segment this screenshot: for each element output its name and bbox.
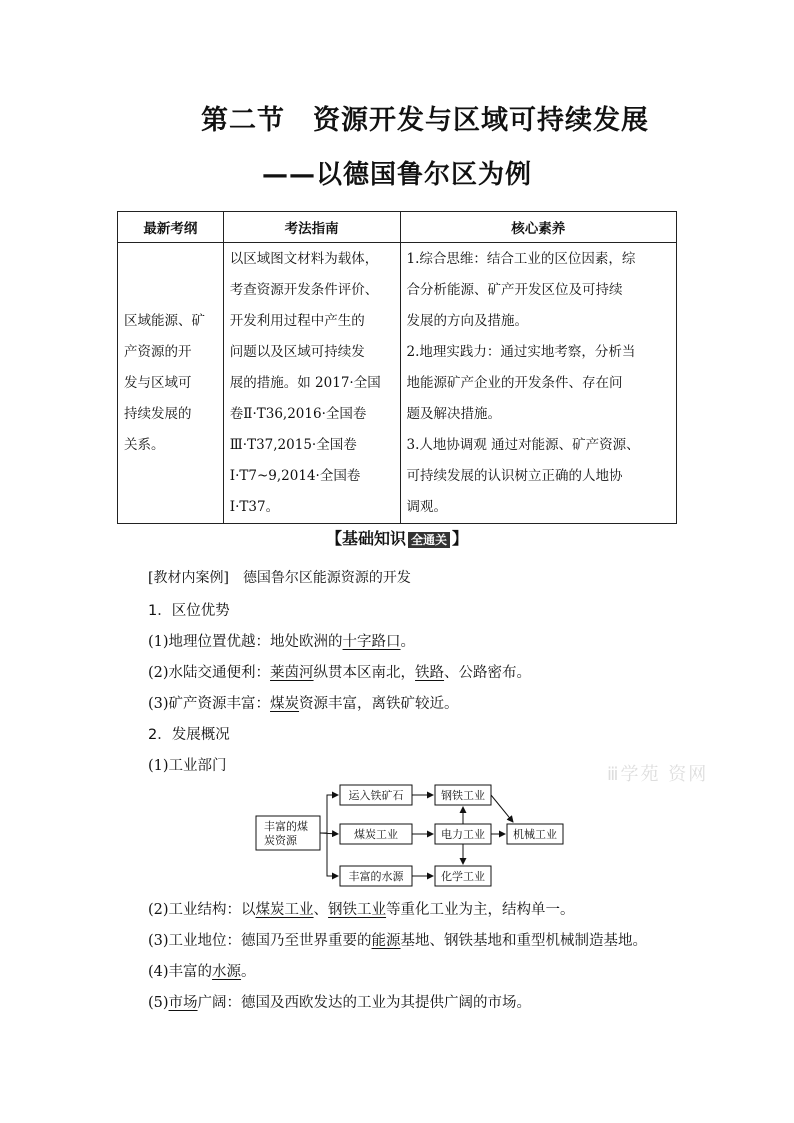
page-subtitle: ——以德国鲁尔区为例 bbox=[261, 160, 532, 190]
syllabus-line: 产资源的开 bbox=[124, 343, 192, 360]
core-literacy-line: 3.人地协调观 通过对能源、矿产资源、 bbox=[406, 436, 640, 453]
banner-badge: 全通关 bbox=[408, 532, 450, 548]
label-iron-ore: 运入铁矿石 bbox=[348, 789, 404, 802]
core-literacy-line: 2.地理实践力：通过实地考察，分析当 bbox=[406, 343, 636, 360]
header-latest-syllabus: 最新考纲 bbox=[118, 212, 224, 243]
list-item: (3)矿产资源丰富：煤炭资源丰富，离铁矿较近。 bbox=[148, 696, 459, 712]
source-line1: 丰富的煤 bbox=[264, 820, 308, 833]
core-literacy-line: 地能源矿产企业的开发条件、存在问 bbox=[406, 374, 623, 391]
exam-guide-lines bbox=[224, 244, 400, 523]
header-core-literacy: 核心素养 bbox=[400, 212, 676, 243]
exam-guide-line: 考查资源开发条件评价、 bbox=[229, 281, 379, 298]
syllabus-line: 持续发展的 bbox=[124, 405, 192, 422]
list-item: (5)市场广阔：德国及西欧发达的工业为其提供广阔的市场。 bbox=[148, 995, 532, 1011]
answer-blank: 市场 bbox=[168, 995, 198, 1011]
watermark: ⅲ学苑 资网 bbox=[607, 764, 709, 785]
syllabus-table bbox=[117, 211, 677, 524]
core-literacy-line: 题及解决措施。 bbox=[406, 405, 502, 422]
list-item: (1)地理位置优越：地处欧洲的十字路口。 bbox=[148, 634, 416, 650]
list-item: (2)水陆交通便利：莱茵河纵贯本区南北，铁路、公路密布。 bbox=[148, 665, 532, 681]
source-line2: 炭资源 bbox=[264, 834, 297, 847]
list-item: (4)丰富的水源。 bbox=[148, 964, 256, 980]
page-title: 第二节 资源开发与区域可持续发展 bbox=[201, 105, 649, 136]
list-item: (2)工业结构：以煤炭工业、钢铁工业等重化工业为主，结构单一。 bbox=[148, 902, 575, 918]
exam-guide-line: Ⅰ·T37。 bbox=[229, 498, 280, 515]
answer-blank: 十字路口 bbox=[342, 634, 401, 650]
label-steel: 钢铁工业 bbox=[441, 789, 485, 802]
answer-blank: 煤炭 bbox=[270, 696, 300, 712]
syllabus-lines bbox=[118, 306, 223, 461]
core-literacy-line: 可持续发展的认识树立正确的人地协 bbox=[406, 467, 623, 484]
cell-syllabus bbox=[118, 243, 224, 524]
exam-guide-line: 以区域图文材料为载体， bbox=[229, 250, 379, 267]
case-title: 德国鲁尔区能源资源的开发 bbox=[242, 570, 411, 586]
label-chemical: 化学工业 bbox=[441, 870, 485, 883]
case-label: [教材内案例] bbox=[148, 570, 229, 586]
core-literacy-line: 1.综合思维：结合工业的区位因素，综 bbox=[406, 250, 636, 267]
exam-guide-line: 开发利用过程中产生的 bbox=[229, 312, 365, 329]
header-exam-guide: 考法指南 bbox=[223, 212, 400, 243]
exam-guide-line: 展的措施。如 2017·全国 bbox=[229, 374, 381, 391]
syllabus-line: 区域能源、矿 bbox=[124, 312, 205, 329]
industry-flow-diagram bbox=[255, 778, 595, 888]
list-item: (3)工业地位：德国乃至世界重要的能源基地、钢铁基地和重型机械制造基地。 bbox=[148, 933, 648, 949]
answer-blank: 能源 bbox=[371, 933, 401, 949]
list-item: (1)工业部门 bbox=[148, 758, 227, 774]
heading-development: 2．发展概况 bbox=[148, 727, 230, 743]
answer-blank: 莱茵河 bbox=[270, 665, 314, 681]
banner-right-bracket: 】 bbox=[452, 529, 469, 548]
answer-blank: 水源 bbox=[212, 964, 242, 980]
exam-guide-line: Ⅰ·T7~9,2014·全国卷 bbox=[229, 467, 361, 484]
core-literacy-line: 发展的方向及措施。 bbox=[406, 312, 529, 329]
answer-blank: 钢铁工业 bbox=[328, 902, 387, 918]
banner-left-bracket: 【 bbox=[325, 529, 342, 548]
cell-exam-guide bbox=[223, 243, 400, 524]
case-line bbox=[148, 567, 411, 587]
answer-blank: 铁路 bbox=[415, 665, 445, 681]
label-water: 丰富的水源 bbox=[348, 870, 404, 883]
section-banner bbox=[0, 526, 794, 549]
core-literacy-line: 调观。 bbox=[406, 498, 448, 515]
heading-location-advantage: 1．区位优势 bbox=[148, 603, 230, 619]
cell-core-literacy bbox=[400, 243, 676, 524]
syllabus-line: 发与区域可 bbox=[124, 374, 192, 391]
banner-text: 基础知识 bbox=[341, 529, 406, 548]
exam-guide-line: 卷Ⅱ·T36,2016·全国卷 bbox=[229, 405, 367, 422]
label-coal-industry: 煤炭工业 bbox=[354, 828, 398, 841]
label-machinery: 机械工业 bbox=[513, 828, 557, 841]
table-header-row bbox=[118, 212, 677, 243]
label-power: 电力工业 bbox=[441, 828, 485, 841]
table-row bbox=[118, 243, 677, 524]
core-literacy-lines bbox=[401, 244, 676, 523]
exam-guide-line: Ⅲ·T37,2015·全国卷 bbox=[229, 436, 357, 453]
core-literacy-line: 合分析能源、矿产开发区位及可持续 bbox=[406, 281, 623, 298]
syllabus-line: 关系。 bbox=[124, 436, 165, 453]
answer-blank: 煤炭工业 bbox=[255, 902, 314, 918]
exam-guide-line: 问题以及区域可持续发 bbox=[229, 343, 365, 360]
